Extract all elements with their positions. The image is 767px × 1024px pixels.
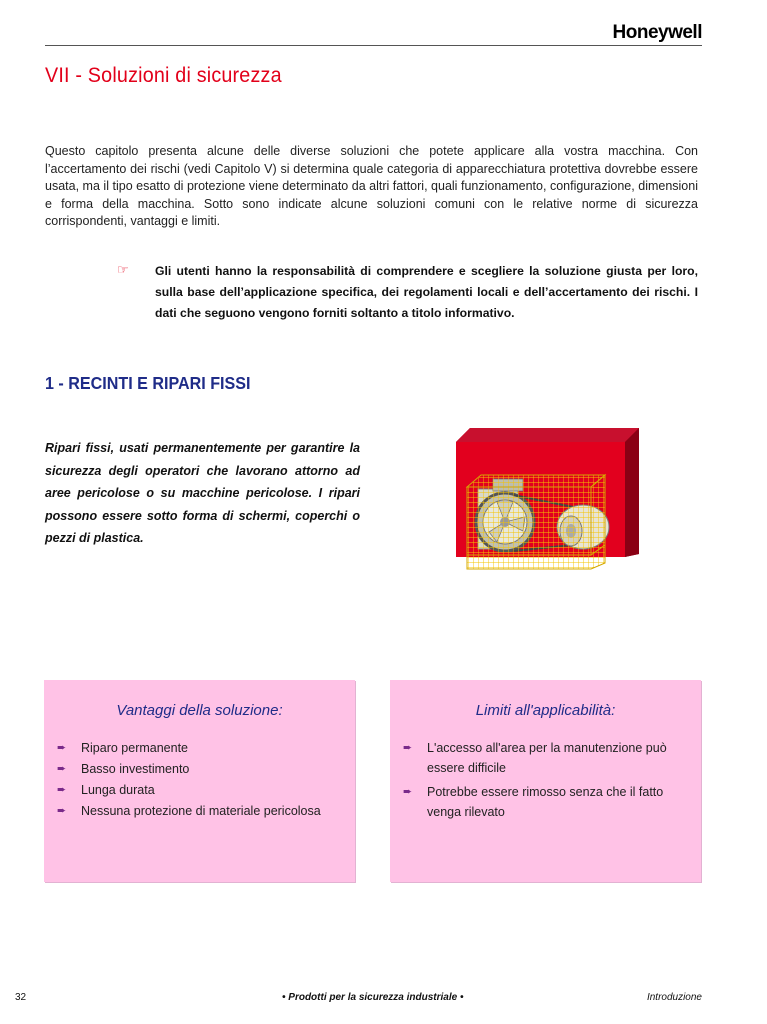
arrow-bullet-icon: ➨ xyxy=(57,742,67,754)
pointing-hand-icon: ☞ xyxy=(117,262,129,277)
responsibility-note: Gli utenti hanno la responsabilità di comprendere e scegliere la soluzione giusta per loro, sulla base dell’applicazione specifica, dei regolamenti locali e dell’accertamento dei rischi. I dati che seguono vengono forniti soltanto a titolo informativo. xyxy=(155,264,698,320)
fixed-guard-illustration xyxy=(453,427,641,570)
page-title: VII - Soluzioni di sicurezza xyxy=(45,64,282,87)
arrow-bullet-icon: ➨ xyxy=(57,763,67,775)
page-number: 32 xyxy=(15,992,27,1003)
list-item: ➨ L'accesso all'area per la manutenzione può essere difficile xyxy=(403,738,691,778)
advantages-box xyxy=(44,680,355,882)
footer-center-text: • Prodotti per la sicurezza industriale • xyxy=(282,992,464,1003)
section-title: 1 - RECINTI E RIPARI FISSI xyxy=(45,373,251,393)
list-item: ➨ Potrebbe essere rimosso senza che il fatto venga rilevato xyxy=(403,782,691,822)
list-item: ➨ Lunga durata xyxy=(57,780,345,801)
advantages-list xyxy=(57,738,345,822)
limits-list xyxy=(403,738,691,826)
arrow-bullet-icon: ➨ xyxy=(403,742,413,754)
list-item: ➨ Nessuna protezione di materiale pericolosa xyxy=(57,801,345,822)
intro-paragraph: Questo capitolo presenta alcune delle diverse soluzioni che potete applicare alla vostra macchina. Con l’accertamento dei rischi (vedi Capitolo V) si determina quale categoria di apparecchiatura protettiva dovrebbe essere usata, ma il tipo esatto di protezione viene determinato da altri fattori, quali funzionamento, configurazione, dimensioni e forma della macchina. Sotto sono indicate alcune soluzioni comuni con le relative norme di sicurezza corrispondenti, vantaggi e limiti. xyxy=(45,144,698,229)
footer-section-label: Introduzione xyxy=(646,992,702,1003)
honeywell-logo: Honeywell xyxy=(612,22,702,43)
list-item: ➨ Riparo permanente xyxy=(57,738,345,759)
arrow-bullet-icon: ➨ xyxy=(57,784,67,796)
limits-title: Limiti all'applicabilità: xyxy=(475,702,616,719)
list-item: ➨ Basso investimento xyxy=(57,759,345,780)
arrow-bullet-icon: ➨ xyxy=(403,786,413,798)
arrow-bullet-icon: ➨ xyxy=(57,805,67,817)
advantages-title: Vantaggi della soluzione: xyxy=(116,702,283,719)
header-rule xyxy=(45,45,702,46)
limits-box xyxy=(390,680,701,882)
section-description: Ripari fissi, usati permanentemente per garantire la sicurezza degli operatori che lavorano attorno ad aree pericolose o su macchine pericolose. I ripari possono essere sotto forma di schermi, coperchi o pezzi di plastica. xyxy=(45,441,360,545)
